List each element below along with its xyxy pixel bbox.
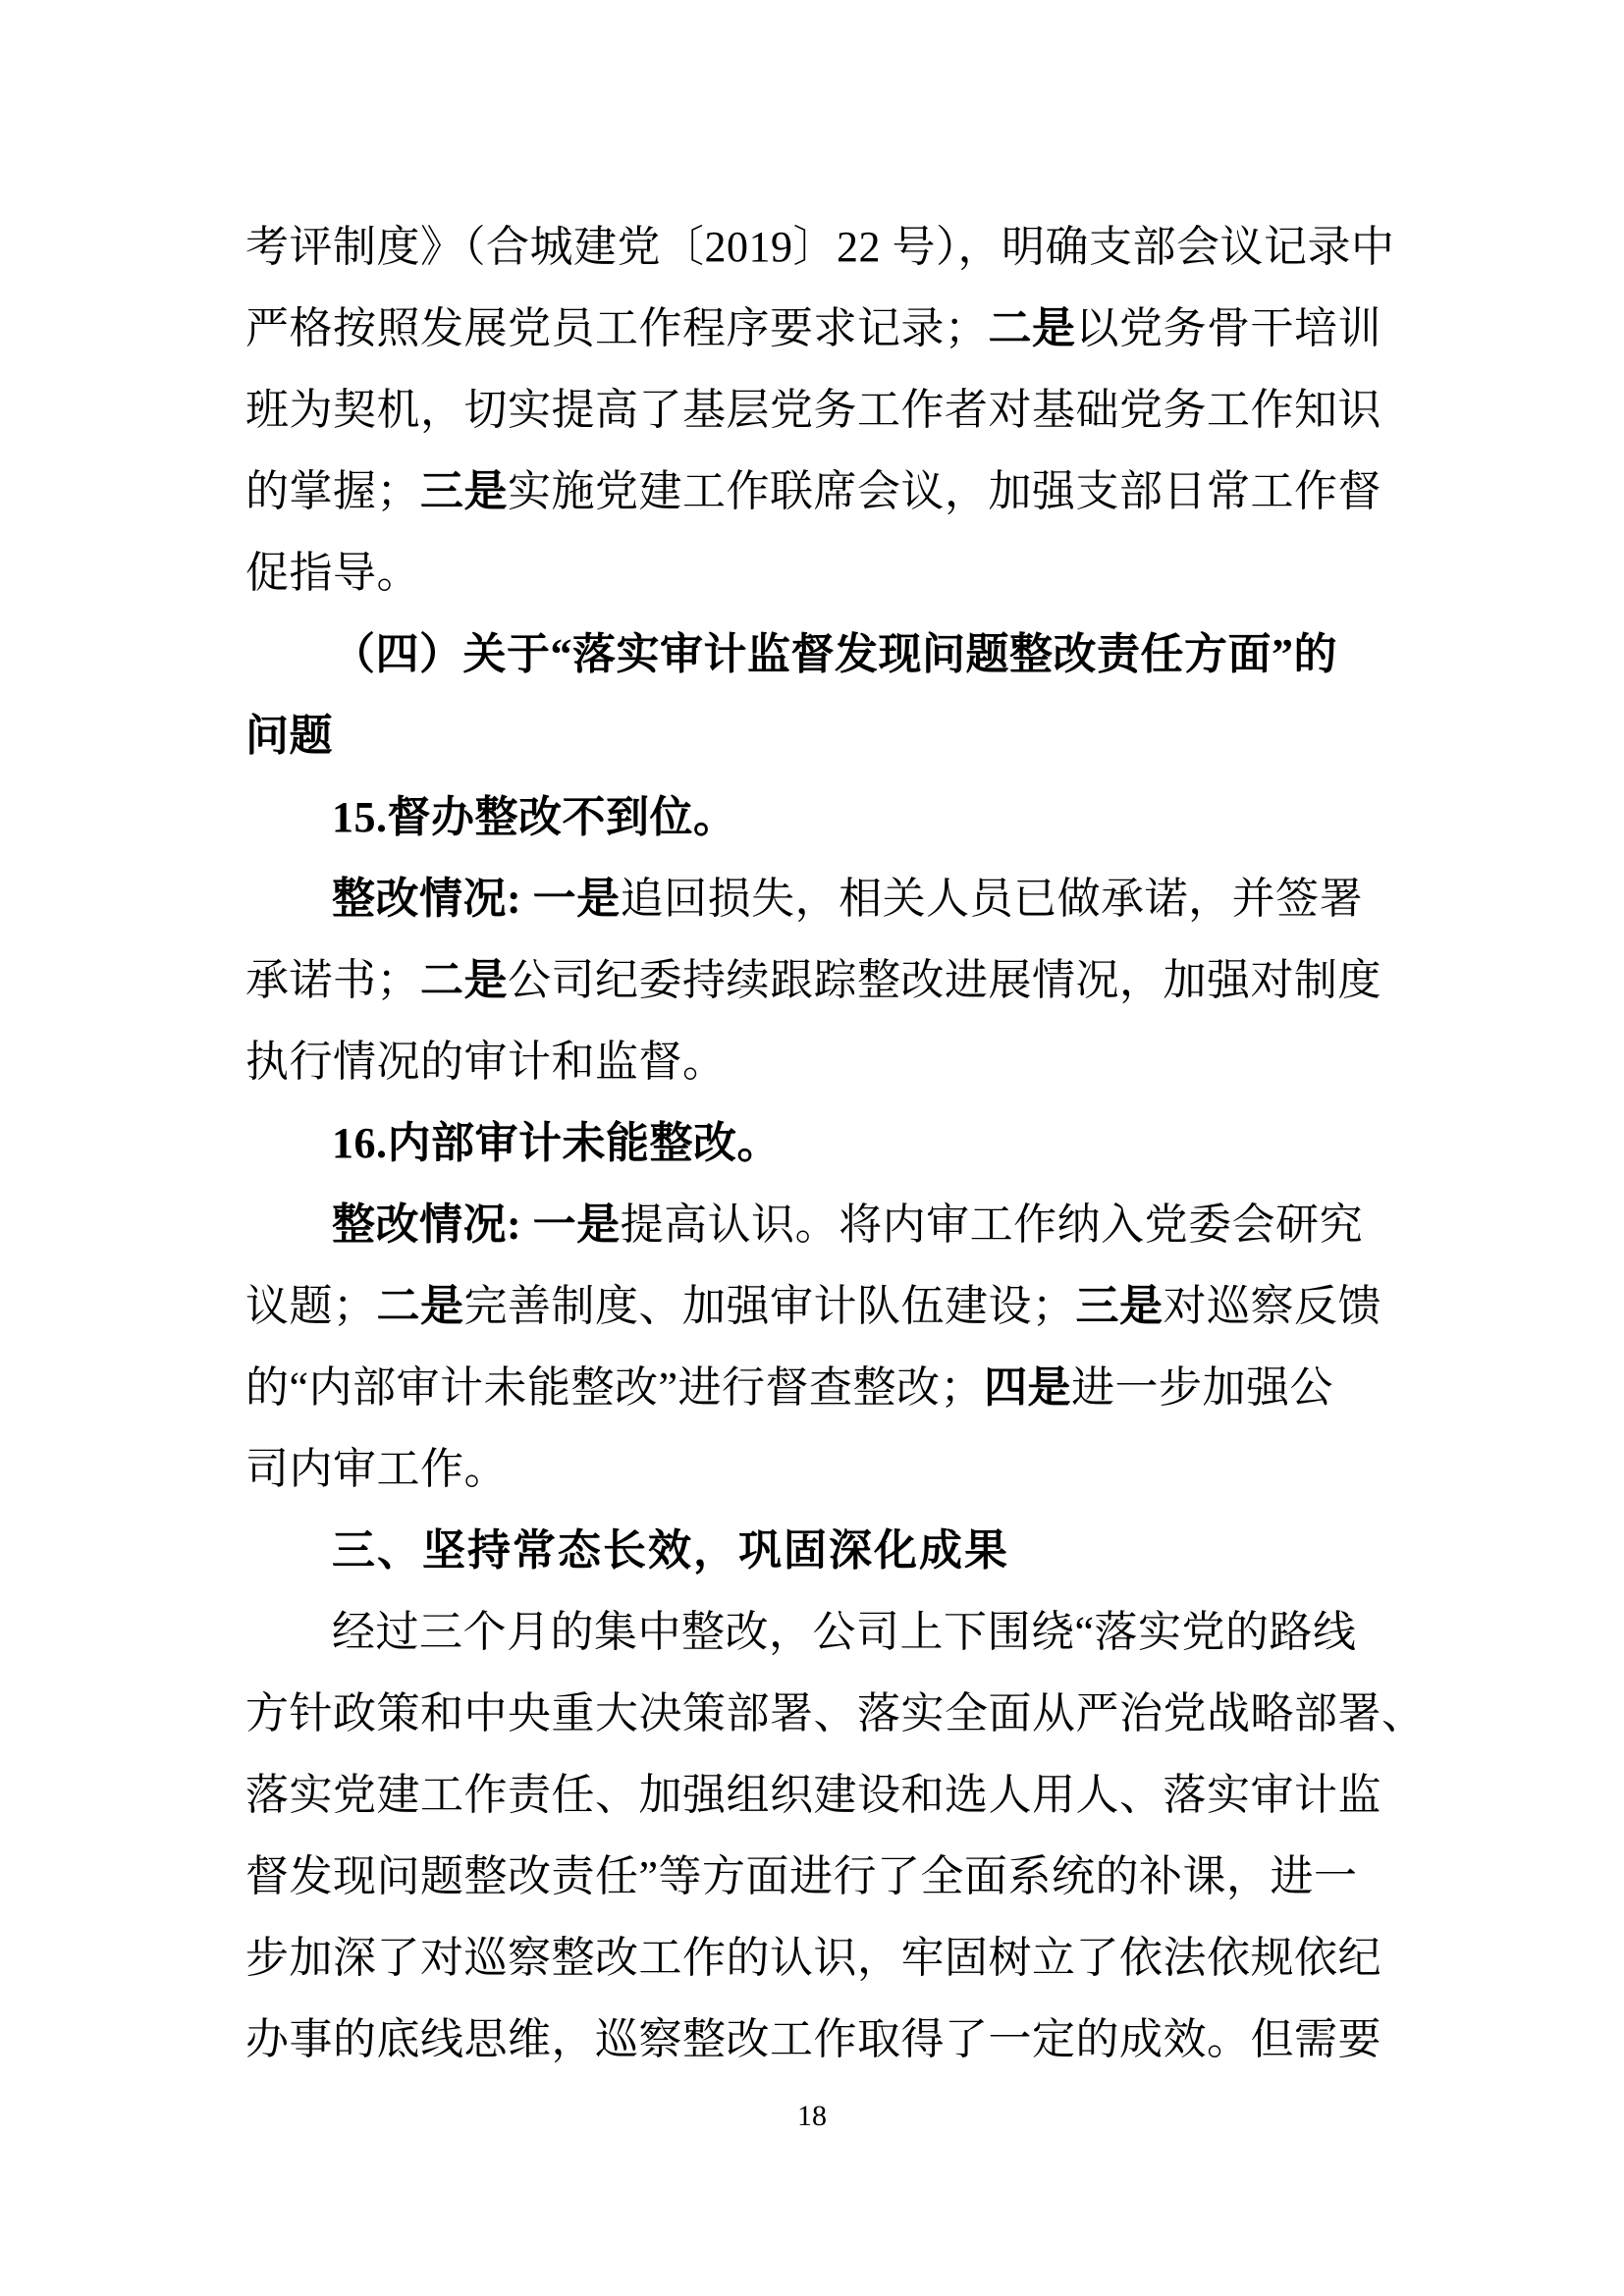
text-run: 步加深了对巡察整改工作的认识，牢固树立了依法依规依纪 — [245, 1934, 1381, 1982]
text-line — [245, 1754, 1384, 1836]
text-line — [245, 288, 1384, 369]
text-line — [245, 939, 1384, 1021]
text-line — [245, 1102, 1384, 1184]
text-run: 四是 — [984, 1363, 1072, 1412]
text-run: 整改情况: 一是 — [332, 1201, 621, 1249]
text-line — [245, 1591, 1384, 1673]
text-line — [245, 1836, 1384, 1917]
text-run: 对巡察反馈 — [1163, 1282, 1381, 1330]
text-run: 落实党建工作责任、加强组织建设和选人用人、落实审计监 — [245, 1771, 1381, 1819]
text-line — [245, 532, 1384, 614]
text-run: 督发现问题整改责任”等方面进行了全面系统的补课，进一 — [245, 1852, 1358, 1900]
text-run: 16.内部审计未能整改。 — [332, 1119, 781, 1167]
text-line — [245, 1510, 1384, 1591]
text-run: 追回损失，相关人员已做承诺，并签署 — [620, 875, 1364, 923]
text-line — [245, 858, 1384, 939]
text-line — [245, 451, 1384, 532]
text-run: 问题 — [245, 712, 333, 760]
text-lines — [245, 206, 1426, 2080]
text-run: 二是 — [420, 956, 508, 1004]
text-run: 严格按照发展党员工作程序要求记录； — [245, 304, 989, 352]
text-line — [245, 1428, 1384, 1510]
text-run: 办事的底线思维，巡察整改工作取得了一定的成效。但需要 — [245, 2015, 1381, 2063]
text-run: 整改情况: 一是 — [332, 875, 621, 923]
text-line — [245, 1021, 1384, 1102]
text-line — [245, 695, 1384, 776]
text-run: 经过三个月的集中整改，公司上下围绕“落实党的路线 — [332, 1608, 1357, 1656]
text-run: 方针政策和中央重大决策部署、落实全面从严治党战略部署、 — [245, 1689, 1426, 1737]
text-run: 承诺书； — [245, 956, 420, 1004]
text-run: 二是 — [988, 304, 1076, 352]
text-run: 进一步加强公 — [1071, 1363, 1334, 1412]
text-line — [245, 369, 1384, 451]
text-run: 公司纪委持续跟踪整改进展情况，加强对制度 — [508, 956, 1381, 1004]
text-run: 15.督办整改不到位。 — [332, 793, 737, 841]
text-line — [245, 1999, 1384, 2080]
text-run: （四）关于“落实审计监督发现问题整改责任方面”的 — [332, 630, 1337, 678]
text-line — [245, 1347, 1384, 1428]
text-run: 以党务骨干培训 — [1075, 304, 1381, 352]
text-run: 完善制度、加强审计队伍建设； — [463, 1282, 1076, 1330]
text-run: 提高认识。将内审工作纳入党委会研究 — [620, 1201, 1364, 1249]
text-line — [245, 614, 1384, 695]
text-run: 议题； — [245, 1282, 377, 1330]
text-run: 三是 — [1075, 1282, 1164, 1330]
text-run: 班为契机，切实提高了基层党务工作者对基础党务工作知识 — [245, 386, 1381, 434]
text-line — [245, 1673, 1426, 1754]
text-run: 的“内部审计未能整改”进行督查整改； — [245, 1363, 985, 1412]
text-line — [245, 1265, 1384, 1347]
text-run: 执行情况的审计和监督。 — [245, 1038, 727, 1086]
text-run: 三是 — [420, 467, 508, 515]
text-line — [245, 776, 1384, 858]
page-number: 18 — [797, 2100, 827, 2132]
text-run: 促指导。 — [245, 549, 420, 597]
text-run: 司内审工作。 — [245, 1445, 508, 1493]
text-run: 三、坚持常态长效，巩固深化成果 — [332, 1526, 1009, 1575]
text-line — [245, 1917, 1384, 1999]
text-line — [245, 206, 1395, 288]
text-line — [245, 1184, 1384, 1265]
text-run: 实施党建工作联席会议，加强支部日常工作督 — [508, 467, 1381, 515]
text-run: 的掌握； — [245, 467, 420, 515]
text-run: 二是 — [376, 1282, 464, 1330]
text-run: 考评制度》（合城建党〔2019〕22 号），明确支部会议记录中 — [245, 223, 1395, 271]
